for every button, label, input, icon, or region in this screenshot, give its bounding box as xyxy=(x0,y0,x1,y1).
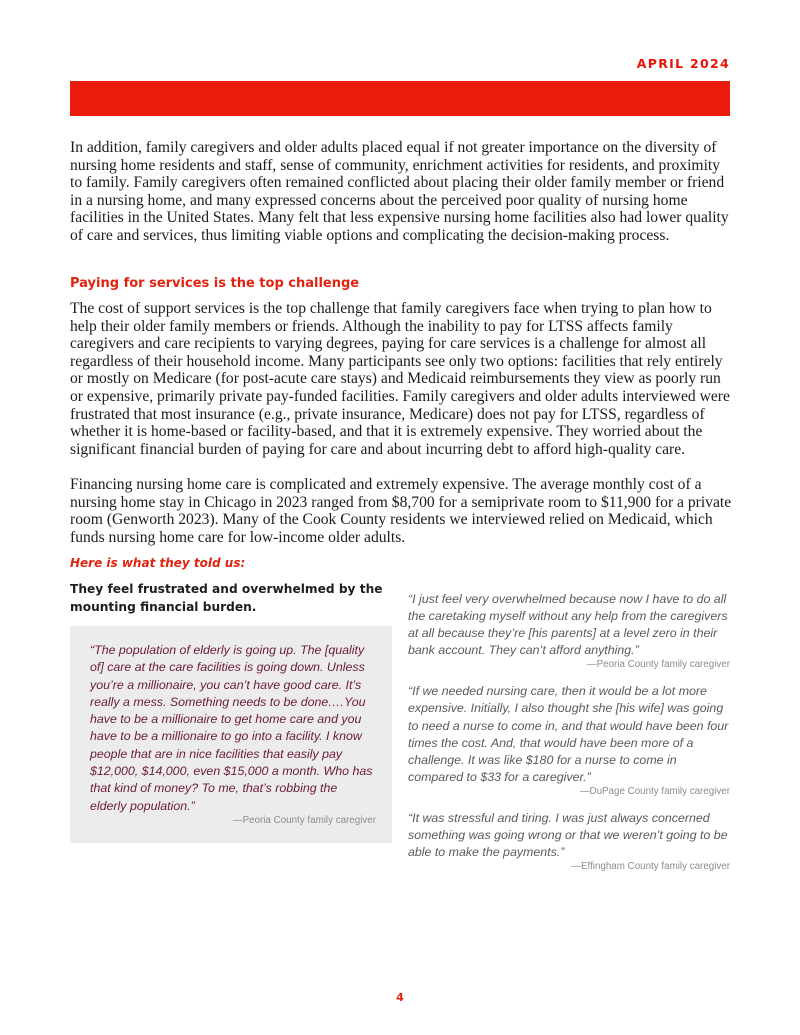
quotes-subheading: They feel frustrated and overwhelmed by the mounting financial burden. xyxy=(70,582,383,614)
cost-paragraph: The cost of support services is the top challenge that family caregivers face when trying to plan how to help their older family members or friends. Although the inability to pay for LTSS affects family caregivers and care recipients to varying degrees, paying for care services is a challenge for almost all regardless of their household income. Many participants see only two options: facilities that rely entirely or mostly on Medicare (for post-acute care stays) and Medicaid reimbursements they view as poorly run or expensive, primarily private pay-funded facilities. Family caregivers and older adults interviewed were frustrated that most insurance (e.g., private insurance, Medicare) does not pay for LTSS, regardless of whether it is home-based or facility-based, and that it is extremely expensive. They worried about the significant financial burden of paying for care and about incurring debt to afford high-quality care. xyxy=(70,300,730,458)
report-date: APRIL 2024 xyxy=(636,56,730,71)
section-heading: Paying for services is the top challenge xyxy=(70,276,360,291)
page-number: 4 xyxy=(396,991,404,1004)
quotes-intro: Here is what they told us: xyxy=(70,556,246,570)
quote-block xyxy=(408,591,730,671)
financing-paragraph: Financing nursing home care is complicated and extremely expensive. The average monthly cost of a nursing home stay in Chicago in 2023 ranged from $8,700 for a semiprivate room to $11,900 for a private room (Genworth 2023). Many of the Cook County residents we interviewed relied on Medicaid, which funds nursing home care for low-income older adults. xyxy=(70,476,732,546)
highlighted-quote-box xyxy=(70,626,392,843)
quote-block xyxy=(408,810,730,873)
quote-text: “If we needed nursing care, then it would be a lot more expensive. Initially, I also thought she [his wife] was going to need a nurse to come in, and that would have been four times the cost. And, that would have been more of a challenge. It was like $180 for a nurse to come in compared to $33 for a caregiver.” xyxy=(408,684,729,784)
quote-attribution: —Effingham County family caregiver xyxy=(571,861,730,873)
quotes-column xyxy=(408,591,730,885)
quote-attribution: —Peoria County family caregiver xyxy=(586,659,730,671)
header-banner xyxy=(70,81,730,116)
highlighted-quote-attribution: —Peoria County family caregiver xyxy=(232,814,376,826)
highlighted-quote-text: “The population of elderly is going up. The [quality of] care at the care facilities is going down. Unless you’re a millionaire, you can’t have good care. It’s really a mess. Something needs to be done.…You have to be a millionaire to get home care and you have to be a millionaire to go into a facility. I know people that are in nice facilities that easily pay $12,000, $14,000, even $15,000 a month. Who has that kind of money? To me, that’s robbing the elderly population.” xyxy=(90,643,373,813)
quote-block xyxy=(408,683,730,798)
quote-text: “It was stressful and tiring. I was just always concerned something was going wrong or that we weren’t going to be able to make the payments.” xyxy=(408,810,728,860)
intro-paragraph: In addition, family caregivers and older adults placed equal if not greater importance on the diversity of nursing home residents and staff, sense of community, enrichment activities for residents, and proximity to family. Family caregivers often remained conflicted about placing their older family member or friend in a nursing home, and many expressed concerns about the perceived poor quality of nursing home facilities in the United States. Many felt that less expensive nursing home facilities also had lower quality of care and services, thus limiting viable options and complicating the decision-making process. xyxy=(70,139,729,244)
quote-text: “I just feel very overwhelmed because now I have to do all the caretaking myself without any help from the caregivers at all because they’re [his parents] at a level zero in their bank account. They can’t afford anything.” xyxy=(408,592,728,658)
quote-attribution: —DuPage County family caregiver xyxy=(579,785,730,797)
